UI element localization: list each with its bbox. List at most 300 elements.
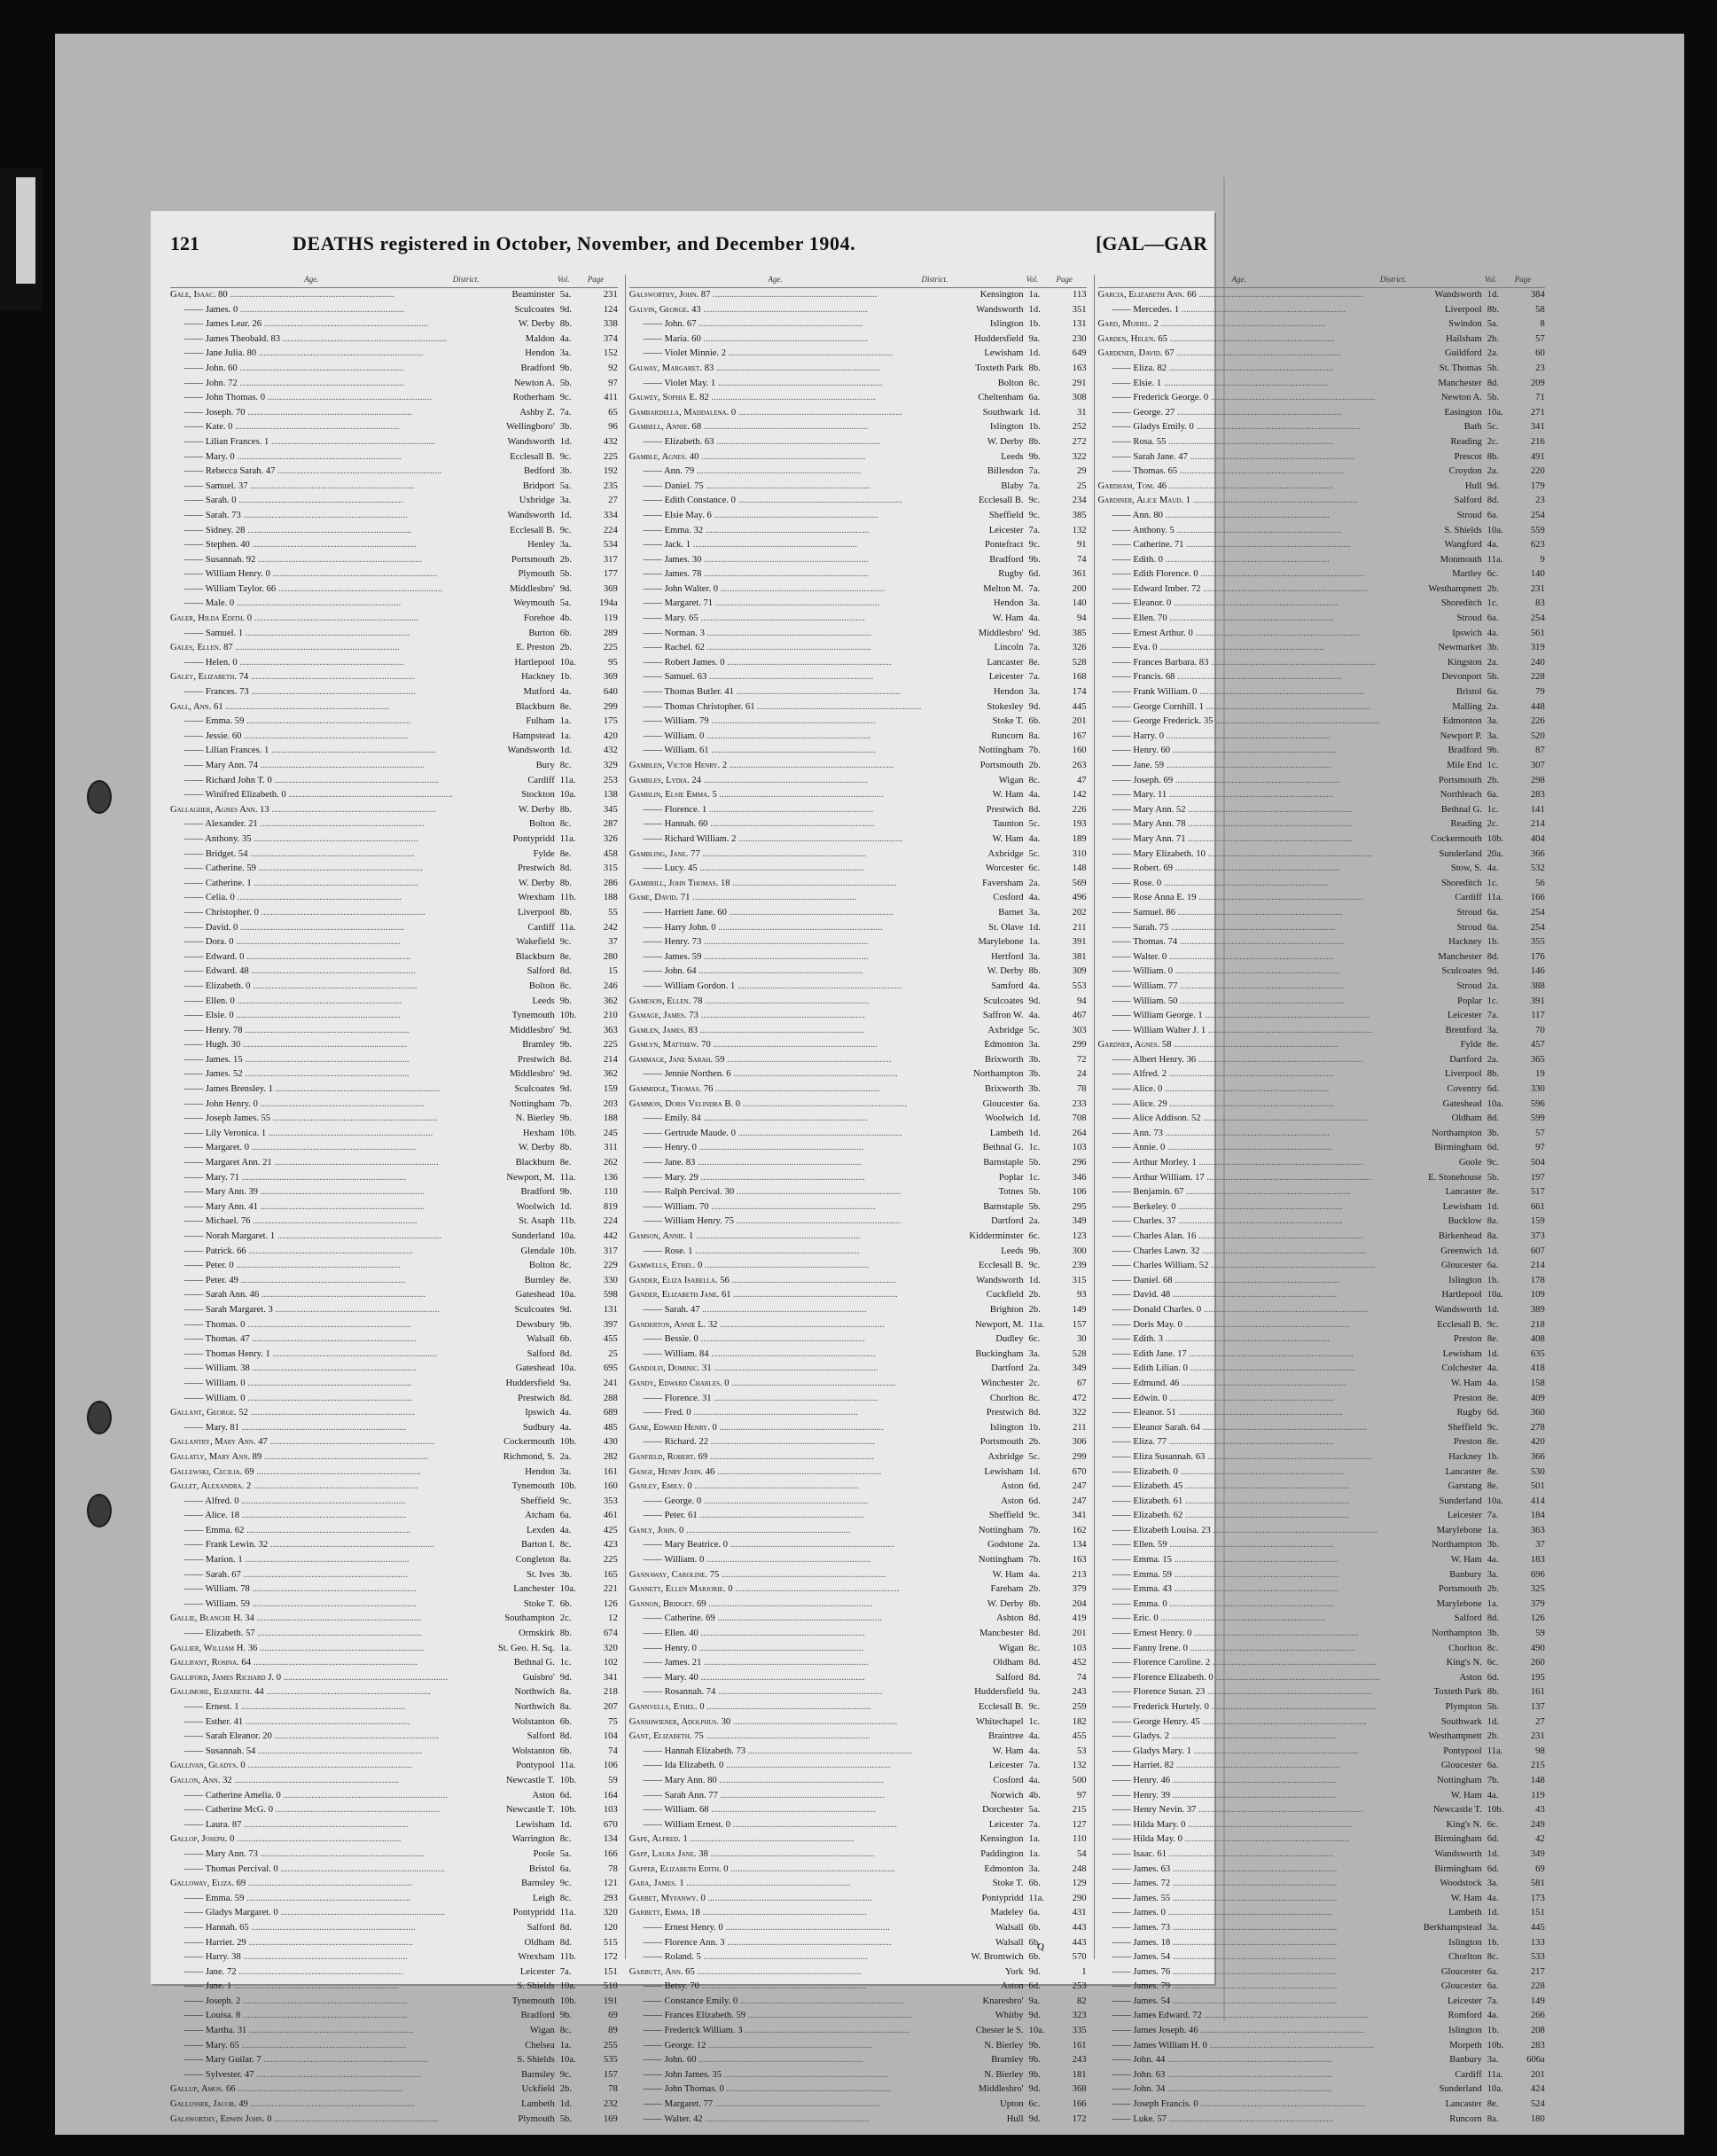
- register-entry: [1098, 1847, 1545, 1863]
- register-entry: [170, 553, 618, 568]
- entry-page: 330: [603, 1275, 618, 1285]
- entry-name: —— Edith. 0 .....: [1098, 553, 1380, 568]
- register-entry: [629, 2039, 1087, 2054]
- entry-page: 424: [1530, 2084, 1545, 2095]
- entry-page: 570: [1072, 1952, 1087, 1963]
- register-entry: [1098, 1156, 1545, 1171]
- entry-district: Manchester: [1438, 951, 1482, 962]
- entry-name: —— Ellen. 70 .....: [1098, 612, 1380, 627]
- entry-district: W. Derby: [518, 804, 555, 815]
- entry-name: —— Emma. 43 .....: [1098, 1582, 1380, 1597]
- entry-name: —— William. 79 .....: [629, 715, 922, 730]
- register-entry: [170, 1597, 618, 1613]
- register-entry: [1098, 377, 1545, 392]
- entry-volume: 9d.: [559, 304, 572, 315]
- entry-district: Salford: [527, 1348, 555, 1359]
- entry-name: —— Catherine. 71 .....: [1098, 538, 1380, 553]
- entry-page: 175: [603, 716, 618, 727]
- entry-page: 163: [1072, 1555, 1087, 1566]
- entry-page: 254: [1530, 922, 1545, 933]
- register-entry: [629, 965, 1087, 980]
- entry-district: W. Derby: [518, 319, 555, 330]
- register-entry: [170, 980, 618, 995]
- entry-page: 288: [603, 1393, 618, 1403]
- entry-volume: 2c.: [1487, 819, 1499, 830]
- entry-page: 431: [1072, 1908, 1087, 1918]
- entry-district: Banbury: [1449, 2055, 1482, 2066]
- header-age: Age.: [768, 275, 783, 284]
- register-entry: [1098, 1524, 1545, 1539]
- entry-name: —— Henry. 0 .....: [629, 1141, 922, 1156]
- register-entry: [629, 995, 1087, 1010]
- register-entry: [1098, 1627, 1545, 1642]
- entry-volume: 6c.: [1028, 2099, 1041, 2110]
- entry-volume: 4a.: [1028, 833, 1041, 844]
- entry-district: N. Bierley: [984, 2069, 1024, 2080]
- entry-page: 201: [1530, 2069, 1545, 2080]
- entry-volume: 1c.: [1487, 804, 1499, 815]
- register-entry: [170, 1435, 618, 1450]
- entry-page: 78: [608, 1863, 618, 1874]
- entry-volume: 3b.: [559, 466, 572, 477]
- entry-page: 172: [1072, 2113, 1087, 2124]
- entry-volume: 2b.: [1487, 775, 1499, 785]
- entry-name: Garden, Helen. 65 .....: [1098, 332, 1380, 348]
- entry-page: 272: [1072, 436, 1087, 447]
- entry-name: —— George Henry. 45 .....: [1098, 1715, 1380, 1730]
- register-entry: [629, 1906, 1087, 1921]
- register-entry: [1098, 1730, 1545, 1745]
- entry-volume: 8c.: [1487, 1643, 1499, 1653]
- entry-name: —— James Theobald. 83 .....: [170, 332, 453, 348]
- register-entry: [629, 1656, 1087, 1671]
- entry-district: Lancaster: [1445, 2099, 1482, 2110]
- register-entry: [170, 700, 618, 715]
- entry-volume: 11a.: [1487, 1746, 1503, 1756]
- entry-volume: 2b.: [1028, 1584, 1041, 1595]
- entry-district: Salford: [527, 1731, 555, 1742]
- entry-district: Maldon: [525, 333, 555, 344]
- entry-district: Poplar: [1457, 996, 1482, 1006]
- entry-district: Birkenhead: [1438, 1231, 1482, 1241]
- entry-district: Coventry: [1447, 1084, 1482, 1095]
- entry-page: 295: [1072, 1201, 1087, 1212]
- entry-name: —— Charles William. 52 .....: [1098, 1259, 1380, 1274]
- entry-name: —— Hilda May. 0 .....: [1098, 1832, 1380, 1847]
- entry-page: 152: [603, 348, 618, 359]
- entry-page: 341: [603, 1672, 618, 1683]
- register-entry: [170, 1348, 618, 1363]
- entry-volume: 4a.: [559, 1525, 572, 1535]
- entry-page: 70: [1535, 1025, 1545, 1035]
- entry-page: 189: [1072, 833, 1087, 844]
- register-entry: [629, 848, 1087, 863]
- entry-district: Birmingham: [1434, 1863, 1482, 1874]
- register-entry: [629, 288, 1087, 303]
- entry-name: —— Sarah. 47 .....: [629, 1303, 922, 1318]
- entry-volume: 1c.: [1487, 878, 1499, 888]
- register-column-1: [167, 275, 618, 2124]
- entry-volume: 8a.: [559, 1687, 572, 1698]
- entry-volume: 6d.: [1028, 1481, 1041, 1492]
- entry-page: 159: [1530, 1216, 1545, 1227]
- entry-page: 335: [1072, 2026, 1087, 2036]
- entry-page: 283: [1530, 790, 1545, 801]
- register-entry: [629, 1495, 1087, 1510]
- entry-volume: 6d.: [1487, 1408, 1499, 1418]
- punch-hole-icon: [87, 1494, 112, 1527]
- entry-page: 207: [603, 1702, 618, 1712]
- register-entry: [1098, 1803, 1545, 1818]
- entry-page: 225: [603, 643, 618, 653]
- entry-name: —— Florence Susan. 23 .....: [1098, 1685, 1380, 1700]
- entry-district: Ecclesall B.: [978, 496, 1024, 506]
- entry-volume: 5b.: [1487, 363, 1499, 373]
- entry-page: 520: [1530, 730, 1545, 741]
- entry-name: —— Ida Elizabeth. 0 .....: [629, 1759, 922, 1774]
- entry-district: Prestwich: [517, 1393, 555, 1403]
- entry-volume: 4a.: [1487, 863, 1499, 874]
- entry-volume: 5b.: [559, 378, 572, 388]
- entry-page: 334: [603, 510, 618, 520]
- entry-name: —— Roland. 5 .....: [629, 1950, 922, 1965]
- entry-name: —— Peter. 49 .....: [170, 1274, 453, 1289]
- entry-page: 448: [1530, 701, 1545, 712]
- entry-district: Lancaster: [1445, 1187, 1482, 1198]
- register-entry: [629, 347, 1087, 362]
- entry-district: Cardiff: [1455, 893, 1482, 903]
- entry-name: —— David. 48 .....: [1098, 1288, 1380, 1303]
- entry-page: 117: [1531, 1011, 1545, 1021]
- register-entry: [629, 1582, 1087, 1597]
- register-entry: [1098, 2009, 1545, 2024]
- entry-volume: 9c.: [559, 393, 572, 403]
- entry-page: 255: [603, 2040, 618, 2051]
- register-entry: [170, 1671, 618, 1686]
- entry-name: —— William Henry. 75 .....: [629, 1215, 922, 1230]
- register-entry: [170, 1053, 618, 1068]
- entry-name: —— Richard. 22 .....: [629, 1435, 922, 1450]
- entry-name: —— Florence. 1 .....: [629, 803, 922, 818]
- entry-volume: 1a.: [559, 2040, 572, 2051]
- register-entry: [170, 1362, 618, 1377]
- entry-name: —— Charles. 37 .....: [1098, 1215, 1380, 1230]
- entry-district: Shoreditch: [1440, 598, 1482, 609]
- register-entry: [170, 1789, 618, 1804]
- entry-page: 240: [1530, 657, 1545, 668]
- entry-volume: 20a.: [1487, 848, 1503, 859]
- register-entry: [629, 1863, 1087, 1878]
- entry-page: 161: [1530, 1687, 1545, 1698]
- entry-volume: 8d.: [1487, 1613, 1499, 1624]
- entry-volume: 8e.: [559, 701, 572, 712]
- entry-volume: 2c.: [559, 1613, 572, 1624]
- entry-volume: 7a.: [1487, 1511, 1499, 1521]
- entry-name: —— Catherine Amelia. 0 .....: [170, 1789, 453, 1804]
- entry-name: —— Ernest Henry. 0 .....: [629, 1921, 922, 1936]
- register-entry: [170, 1774, 618, 1789]
- entry-volume: 1d.: [1487, 1304, 1499, 1315]
- register-entry: [1098, 1288, 1545, 1303]
- register-entry: [170, 1568, 618, 1583]
- entry-district: Dudley: [995, 1334, 1024, 1345]
- entry-name: Gallie, Blanche H. 34 .....: [170, 1612, 453, 1627]
- entry-page: 138: [603, 790, 618, 801]
- entry-volume: 1b.: [1487, 2026, 1499, 2036]
- entry-name: —— Sarah Margaret. 3 .....: [170, 1303, 453, 1318]
- entry-page: 263: [1072, 761, 1087, 770]
- register-entry: [1098, 2097, 1545, 2113]
- entry-name: —— Ernest. 1 .....: [170, 1700, 453, 1715]
- entry-district: W. Ham: [992, 1569, 1024, 1580]
- entry-name: —— Eliza Susannah. 63 .....: [1098, 1450, 1380, 1465]
- entry-volume: 9b.: [1028, 554, 1041, 565]
- entry-name: Gallifant, Rosina. 64 .....: [170, 1656, 453, 1671]
- register-entry: [170, 730, 618, 745]
- register-entry: [1098, 700, 1545, 715]
- entry-page: 182: [1072, 1716, 1087, 1727]
- entry-page: 363: [1530, 1525, 1545, 1535]
- register-entry: [170, 524, 618, 539]
- entry-page: 249: [1530, 1819, 1545, 1830]
- entry-name: —— Harriett Jane. 60 .....: [629, 906, 922, 921]
- register-entry: [1098, 1421, 1545, 1436]
- entry-name: —— Emma. 59 .....: [1098, 1568, 1380, 1583]
- entry-volume: 8d.: [1028, 804, 1041, 815]
- entry-district: Newcastle T.: [1432, 1805, 1482, 1816]
- register-entry: [170, 1259, 618, 1274]
- entry-district: Wandsworth: [1434, 290, 1482, 300]
- entry-page: 289: [603, 628, 618, 638]
- entry-volume: 10a.: [559, 1363, 576, 1374]
- entry-volume: 8b.: [1487, 451, 1499, 462]
- entry-name: —— Florence Elizabeth. 0 .....: [1098, 1671, 1380, 1686]
- entry-volume: 5a.: [1487, 319, 1499, 330]
- entry-page: 202: [1072, 907, 1087, 918]
- entry-page: 322: [1072, 1408, 1087, 1418]
- entry-name: —— Mary Ann. 73 .....: [170, 1847, 453, 1863]
- entry-district: Portsmouth: [511, 554, 555, 565]
- entry-name: Gamblen, Victor Henry. 2 .....: [629, 759, 922, 774]
- entry-page: 419: [1072, 1613, 1087, 1624]
- register-entry: [629, 1730, 1087, 1745]
- entry-volume: 10a.: [559, 1584, 576, 1595]
- entry-page: 176: [1530, 951, 1545, 962]
- entry-name: —— William. 0 .....: [170, 1377, 453, 1392]
- entry-name: —— Emma. 0 .....: [1098, 1597, 1380, 1613]
- register-entry: [629, 1538, 1087, 1553]
- entry-district: Portsmouth: [1438, 1584, 1482, 1595]
- entry-page: 670: [1072, 1466, 1087, 1477]
- entry-page: 245: [603, 1128, 618, 1138]
- entry-district: Southampton: [504, 1613, 555, 1624]
- entry-district: Knaresbro': [982, 1996, 1024, 2006]
- name-range: [GAL—GAR: [1096, 232, 1207, 254]
- entry-name: —— Alfred. 2 .....: [1098, 1067, 1380, 1082]
- entry-page: 60: [1535, 348, 1545, 359]
- entry-volume: 8c.: [559, 1893, 572, 1903]
- entry-district: Prestwich: [986, 1408, 1024, 1418]
- entry-name: —— Susannah. 92 .....: [170, 553, 453, 568]
- entry-page: 27: [1535, 1716, 1545, 1727]
- register-entry: [1098, 1892, 1545, 1907]
- entry-name: —— Samuel. 37 .....: [170, 480, 453, 495]
- register-entry: [629, 1480, 1087, 1495]
- entry-district: Fylde: [533, 848, 555, 859]
- entry-name: Gard, Muriel. 2 .....: [1098, 317, 1380, 332]
- entry-district: Burnley: [524, 1275, 555, 1285]
- entry-page: 271: [1530, 407, 1545, 418]
- entry-page: 533: [1530, 1952, 1545, 1963]
- entry-volume: 8e.: [1487, 1187, 1499, 1198]
- register-entry: [1098, 877, 1545, 892]
- entry-name: —— Henry Nevin. 37 .....: [1098, 1803, 1380, 1818]
- entry-name: —— John. 63 .....: [1098, 2068, 1380, 2083]
- entry-district: Lexden: [526, 1525, 555, 1535]
- entry-page: 242: [603, 922, 618, 933]
- entry-page: 254: [1530, 613, 1545, 624]
- entry-district: Portsmouth: [1438, 775, 1482, 785]
- entry-page: 559: [1530, 525, 1545, 535]
- entry-name: Gannvells, Ethel. 0 .....: [629, 1700, 922, 1715]
- entry-district: Bethnal G.: [982, 1143, 1024, 1153]
- register-entry: [629, 641, 1087, 656]
- entry-name: —— George. 0 .....: [629, 1495, 922, 1510]
- register-entry: [1098, 803, 1545, 818]
- entry-name: —— Dora. 0 .....: [170, 935, 453, 950]
- entry-page: 472: [1072, 1393, 1087, 1403]
- entry-name: Galloway, Eliza. 69 .....: [170, 1877, 453, 1892]
- register-entry: [170, 1067, 618, 1082]
- register-entry: [629, 612, 1087, 627]
- entry-page: 500: [1072, 1775, 1087, 1785]
- entry-page: 445: [1530, 1922, 1545, 1933]
- entry-district: Kidderminster: [969, 1231, 1024, 1241]
- entry-page: 119: [1531, 1790, 1545, 1801]
- entry-district: Walsall: [995, 1937, 1024, 1948]
- entry-district: Taunton: [992, 819, 1024, 830]
- entry-volume: 11a.: [1487, 554, 1503, 565]
- entry-name: —— Daniel. 68 .....: [1098, 1274, 1380, 1289]
- entry-volume: 8b.: [1487, 1687, 1499, 1698]
- entry-volume: 11a.: [559, 775, 576, 785]
- entry-page: 366: [1530, 1451, 1545, 1462]
- entry-volume: 3a.: [1028, 1863, 1041, 1874]
- register-entry: [170, 1098, 618, 1113]
- entry-name: —— Mary Elizabeth. 10 .....: [1098, 848, 1380, 863]
- register-entry: [170, 1009, 618, 1024]
- entry-page: 391: [1530, 996, 1545, 1006]
- entry-volume: 11a.: [559, 1908, 576, 1918]
- register-entry: [1098, 1127, 1545, 1142]
- entry-page: 188: [603, 1113, 618, 1124]
- register-column-2: [625, 275, 1087, 2124]
- entry-district: Woodstock: [1440, 1879, 1482, 1889]
- register-entry: [629, 1803, 1087, 1818]
- entry-page: 278: [1530, 1422, 1545, 1433]
- entry-district: Leicester: [988, 1761, 1024, 1771]
- entry-district: Bolton: [528, 819, 555, 830]
- entry-volume: 10b.: [559, 1775, 577, 1785]
- entry-volume: 1d.: [1487, 1848, 1499, 1859]
- entry-district: St. Geo. H. Sq.: [497, 1643, 555, 1653]
- entry-district: Runcorn: [991, 730, 1024, 741]
- entry-volume: 9b.: [1028, 2055, 1041, 2066]
- entry-district: Leigh: [533, 1893, 555, 1903]
- register-entry: [629, 1965, 1087, 1980]
- entry-page: 132: [1072, 525, 1087, 535]
- entry-page: 120: [603, 1922, 618, 1933]
- entry-page: 296: [1072, 1158, 1087, 1168]
- entry-volume: 2b.: [1028, 761, 1041, 770]
- entry-volume: 2b.: [1487, 583, 1499, 594]
- register-entry: [1098, 862, 1545, 877]
- entry-district: Hull: [1464, 480, 1482, 491]
- entry-page: 97: [1076, 1790, 1087, 1801]
- entry-volume: 8c.: [559, 819, 572, 830]
- register-entry: [1098, 1082, 1545, 1098]
- entry-name: —— William. 0 .....: [629, 1553, 922, 1568]
- entry-volume: 8d.: [559, 1731, 572, 1742]
- entry-name: Gamwells, Ethel. 0 .....: [629, 1259, 922, 1274]
- entry-district: Bramley: [991, 2055, 1024, 2066]
- entry-name: Gallantry, Mary Ann. 47 .....: [170, 1435, 453, 1450]
- entry-volume: 8d.: [559, 1348, 572, 1359]
- register-entry: [629, 1200, 1087, 1215]
- register-entry: [629, 597, 1087, 612]
- entry-district: Lewisham: [515, 1819, 555, 1830]
- register-entry: [170, 1082, 618, 1098]
- entry-page: 254: [1530, 907, 1545, 918]
- entry-name: —— Catherine. 59 .....: [170, 862, 453, 877]
- entry-name: —— Betsy. 70 .....: [629, 1980, 922, 1995]
- entry-volume: 10b.: [559, 1481, 577, 1492]
- entry-district: Sheffield: [988, 1511, 1024, 1521]
- entry-district: Woolwich: [516, 1201, 555, 1212]
- entry-page: 253: [1072, 1981, 1087, 1992]
- entry-district: Hackney: [1448, 937, 1482, 948]
- entry-district: Stroud: [1456, 510, 1482, 520]
- entry-volume: 7a.: [1028, 672, 1041, 683]
- entry-page: 528: [1072, 1348, 1087, 1359]
- entry-page: 31: [1076, 407, 1087, 418]
- entry-district: Berkhampstead: [1423, 1922, 1482, 1933]
- entry-page: 92: [608, 363, 618, 373]
- entry-volume: 9c.: [559, 2069, 572, 2080]
- entry-volume: 7a.: [559, 1966, 572, 1977]
- register-entry: [1098, 347, 1545, 362]
- entry-page: 12: [608, 1613, 618, 1624]
- register-entry: [1098, 391, 1545, 406]
- register-entry: [1098, 509, 1545, 524]
- entry-page: 345: [603, 804, 618, 815]
- entry-name: —— Ann. 80 .....: [1098, 509, 1380, 524]
- register-entry: [629, 1847, 1087, 1863]
- entry-name: Galway, Margaret. 83 .....: [629, 362, 922, 377]
- entry-page: 346: [1072, 1172, 1087, 1183]
- register-entry: [629, 788, 1087, 803]
- entry-district: Totnes: [998, 1187, 1024, 1198]
- register-entry: [1098, 1098, 1545, 1113]
- entry-name: —— Doris May. 0 .....: [1098, 1318, 1380, 1333]
- entry-name: —— Henry. 39 .....: [1098, 1789, 1380, 1804]
- register-entry: [1098, 1200, 1545, 1215]
- entry-district: Wandsworth: [1434, 1304, 1482, 1315]
- entry-volume: 9d.: [559, 1084, 572, 1095]
- entry-volume: 3b.: [1487, 1128, 1499, 1138]
- entry-volume: 9d.: [1028, 2113, 1041, 2124]
- entry-district: Prestwich: [517, 863, 555, 874]
